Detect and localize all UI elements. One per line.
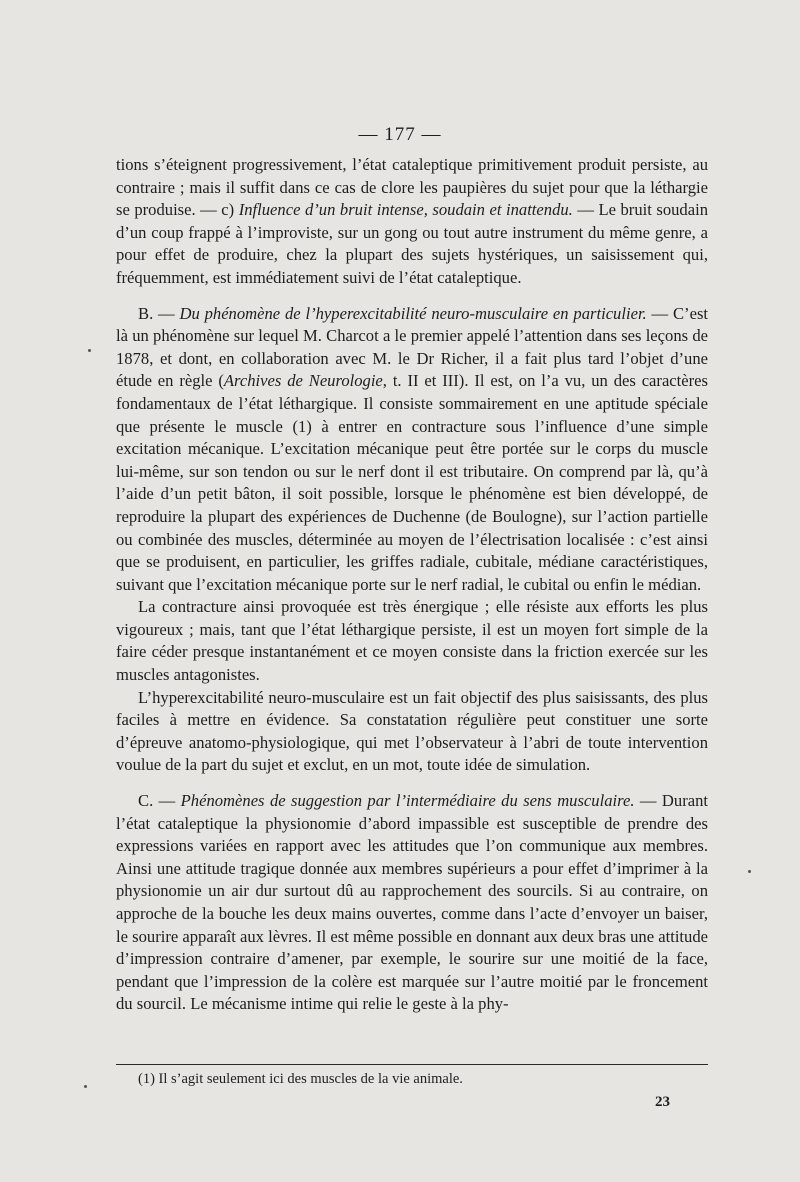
section-b-citation: Archives de Neurologie [223,371,383,391]
section-c-lead: C. — [138,791,181,811]
footnote: (1) Il s’agit seulement ici des muscles de la vie animale. [138,1071,463,1087]
paragraph-contracture: La contracture ainsi provoquée est très énergique ; elle résiste aux efforts les plus vigoureux ; mais, tant que l’état léthargique persiste, il est un moyen fort simple de la faire céder presque instantanément et ce moyen consiste dans la friction exercée sur les muscles antagonistes. [116,597,708,685]
section-b-lead: B. — [138,303,180,323]
section-c-heading: Phénomènes de suggestion par l’intermédiaire du sens musculaire. [180,791,635,811]
section-b-text: — C’est là un phénomène sur lequel M. Charcot a le premier appelé l’attention dans ses leçons de 1878, et dont, en collaboration avec M. le Dr Richer, il a fait plus tard l’objet d’une étude en règle ( [116,303,709,391]
section-c-text: — Durant l’état cataleptique la physionomie d’abord impassible est susceptible de prendre des expressions variées en rapport avec les attitudes que l’on communique aux membres. Ainsi une attitude tragique donnée aux membres supérieurs a pour effet d’imprimer à la physionomie un air dur surtout dû au rapprochement des sourcils. Si au contraire, on approche de la bouche les deux mains ouvertes, comme dans l’acte d’envoyer un baiser, le sourire apparaît aux lèvres. Il est même possible en donnant aux deux bras une attitude d’impression contraire d’amener, par exemple, le sourire sur une moitié de la face, pendant que l’impression de la colère est marquée sur l’autre moitié par le froncement du sourcil. Le mécanisme intime qui relie le geste à la phy- [116,791,708,1014]
paper-speck [748,870,751,873]
paper-speck [88,349,91,352]
page-number: — 177 — [358,124,442,145]
paper-speck [84,1085,87,1088]
paragraph-hyperexcitability: L’hyperexcitabilité neuro-musculaire est un fait objectif des plus saisissants, des plus faciles à mettre en évidence. Sa constatation régulière peut constituer une sorte d’épreuve anatomo-physiologique, qui met l’observateur à l’abri de toute intervention voulue de la part du sujet et exclut, en un mot, toute idée de simulation. [116,687,708,775]
paragraph-1-tail: — Le bruit soudain d’un coup frappé à l’improviste, sur un gong ou tout autre instrument du même genre, a pour effet de produire, chez la plupart des sujets hystériques, un saisissement qui, fréquemment, est immédiatement suivi de l’état cataleptique. [116,200,708,287]
paragraph-section-c [116,790,708,1016]
paragraph-1-text: tions s’éteignent progressivement, l’état cataleptique primitivement produit persiste, au contraire ; mais il suffit dans ce cas de clore les paupières du sujet pour que la léthargie se produise. — c) [116,155,708,220]
printer-signature: 23 [655,1094,670,1110]
section-b-heading: Du phénomène de l’hyperexcitabilité neuro-musculaire en particulier. [179,303,647,323]
paragraph-1-italic: Influence d’un bruit intense, soudain et inattendu. [238,200,573,220]
footnote-rule [116,1064,708,1065]
body-text [116,154,708,1016]
section-b-tail: , t. II et III). Il est, on l’a vu, un des caractères fondamentaux de l’état léthargique. Il consiste sommairement en une aptitude spéciale que présente le muscle (1) à entrer en contracture sous l’influence d’une simple excitation mécanique. L’excitation mécanique peut être portée sur le corps du muscle lui-même, sur son tendon ou sur le nerf dont il est tributaire. On comprend par là, qu’à l’aide d’un petit bâton, il soit possible, lorsque le phénomène est bien développé, de reproduire la plupart des expériences de Duchenne (de Boulogne), sur l’action partielle ou combinée des muscles, déterminée au moyen de l’électrisation localisée : c’est ainsi que se produisent, en particulier, les griffes radiale, cubitale, médiane caractéristiques, suivant que l’excitation mécanique porte sur le nerf radial, le cubital ou enfin le médian. [116,371,709,594]
paragraph-section-b [116,303,708,597]
paragraph-1 [116,154,708,290]
